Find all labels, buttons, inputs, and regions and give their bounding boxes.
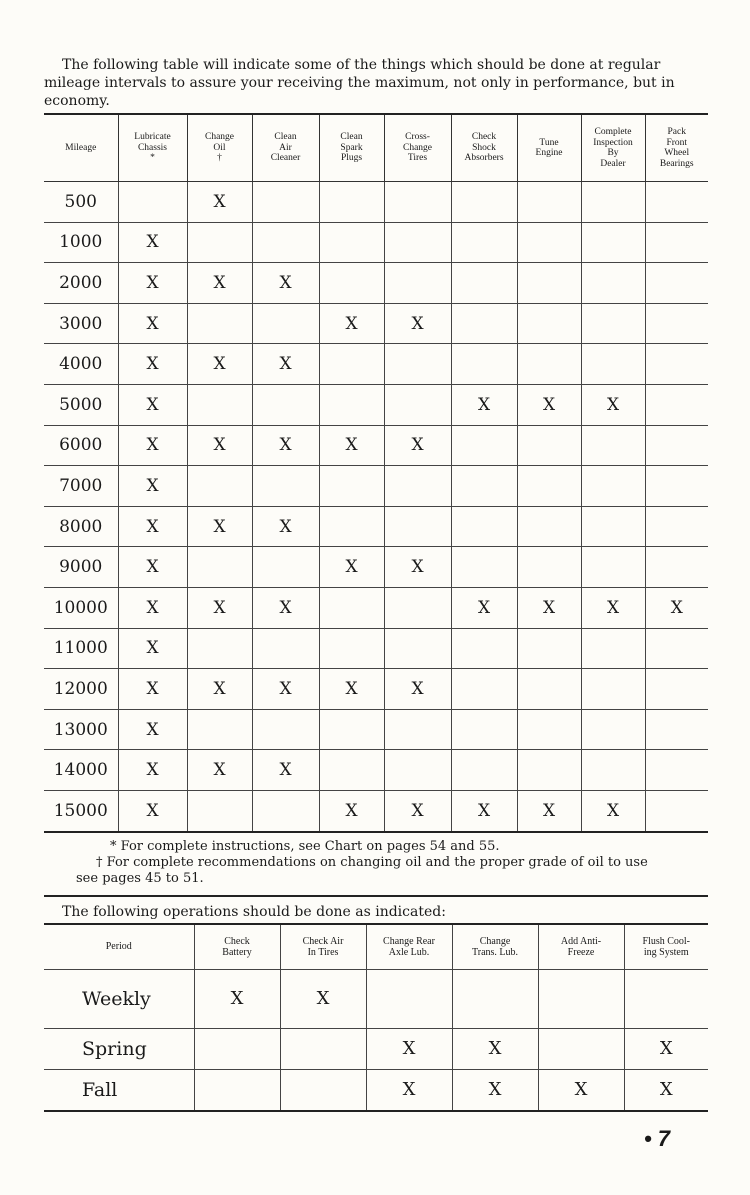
mileage-cell [252, 628, 319, 669]
mileage-cell [187, 547, 252, 588]
ops-row-label: Spring [44, 1028, 194, 1069]
mileage-row-label: 5000 [44, 384, 118, 425]
ops-header-line: Change [479, 935, 511, 947]
mileage-row-label: 10000 [44, 587, 118, 628]
mileage-row-label: 4000 [44, 344, 118, 385]
ops-cell [452, 969, 538, 1028]
ops-cell: X [366, 1069, 452, 1111]
mileage-cell [645, 263, 708, 304]
mileage-cell: X [118, 628, 187, 669]
mileage-header-line: Clean [274, 132, 297, 143]
mileage-header-line: Change [402, 142, 433, 153]
table-row [44, 709, 708, 750]
mileage-cell [319, 709, 384, 750]
mileage-cell [645, 303, 708, 344]
mileage-cell [451, 506, 517, 547]
mileage-cell: X [187, 750, 252, 791]
mileage-cell [517, 425, 581, 466]
ops-header-line: Add Anti- [560, 935, 602, 947]
mileage-cell [384, 344, 451, 385]
mileage-cell: X [118, 263, 187, 304]
table-row [44, 547, 708, 588]
mileage-cell [517, 466, 581, 507]
ops-header-4 [452, 924, 538, 970]
mileage-cell [187, 384, 252, 425]
intro-line-2: mileage intervals to assure your receiving the maximum, not only in performance, but in [44, 75, 675, 91]
mileage-cell [645, 344, 708, 385]
ops-cell [280, 1069, 366, 1111]
manual-page [44, 56, 708, 1112]
mileage-row-label: 500 [44, 182, 118, 223]
mileage-cell: X [252, 344, 319, 385]
mileage-cell: X [118, 506, 187, 547]
operations-title: The following operations should be done as indicated: [62, 903, 446, 920]
mileage-cell [517, 628, 581, 669]
mileage-cell [645, 709, 708, 750]
mileage-cell [451, 303, 517, 344]
footnotes [44, 839, 708, 887]
mileage-header-line: Cleaner [270, 153, 301, 164]
mileage-cell: X [517, 587, 581, 628]
mileage-cell [319, 182, 384, 223]
mileage-cell: X [319, 303, 384, 344]
ops-header-line: Axle Lub. [388, 946, 430, 958]
mileage-header-line: Lubricate [134, 132, 171, 143]
mileage-cell [252, 790, 319, 831]
mileage-cell [384, 384, 451, 425]
mileage-row-label: 3000 [44, 303, 118, 344]
mileage-cell: X [252, 425, 319, 466]
mileage-cell: X [118, 344, 187, 385]
ops-cell: X [452, 1069, 538, 1111]
mileage-cell [581, 628, 645, 669]
mileage-cell: X [118, 709, 187, 750]
table-row [44, 750, 708, 791]
mileage-header-line: Pack [667, 127, 686, 137]
mileage-cell [384, 182, 451, 223]
mileage-cell [451, 709, 517, 750]
mileage-cell [451, 425, 517, 466]
mileage-header-line: * [150, 153, 155, 164]
ops-cell: X [366, 1028, 452, 1069]
mileage-row-label: 7000 [44, 466, 118, 507]
mileage-cell [451, 669, 517, 710]
mileage-header-8 [581, 114, 645, 182]
mileage-row-label: 11000 [44, 628, 118, 669]
table-row [44, 628, 708, 669]
mileage-cell [319, 222, 384, 263]
table-row [44, 303, 708, 344]
mileage-header-line: Bearings [659, 158, 694, 169]
ops-header-line: Trans. Lub. [471, 946, 519, 958]
mileage-cell: X [384, 669, 451, 710]
mileage-cell: X [187, 425, 252, 466]
mileage-cell: X [187, 344, 252, 385]
ops-cell [538, 1028, 624, 1069]
mileage-cell: X [384, 303, 451, 344]
mileage-cell: X [384, 425, 451, 466]
mileage-cell [451, 182, 517, 223]
mileage-header-7 [517, 114, 581, 182]
mileage-cell: X [319, 547, 384, 588]
mileage-cell [252, 709, 319, 750]
ops-header-line: Battery [222, 946, 252, 958]
mileage-cell: X [118, 303, 187, 344]
ops-header-line: Check Air [302, 935, 344, 947]
mileage-cell [645, 384, 708, 425]
mileage-cell [187, 628, 252, 669]
ops-header-line: In Tires [307, 946, 339, 958]
ops-cell [194, 1069, 280, 1111]
mileage-cell [252, 547, 319, 588]
mileage-maintenance-table [44, 113, 708, 833]
table-row [44, 182, 708, 223]
mileage-header-line: By [607, 148, 619, 158]
mileage-cell [517, 303, 581, 344]
mileage-header-line: Change [204, 132, 235, 143]
mileage-cell [645, 222, 708, 263]
intro-line-3: economy. [44, 93, 110, 109]
mileage-cell [384, 628, 451, 669]
mileage-header-line: Complete [594, 127, 632, 137]
mileage-header-line: Shock [472, 142, 496, 153]
mileage-cell [645, 750, 708, 791]
ops-cell [538, 969, 624, 1028]
mileage-row-label: 12000 [44, 669, 118, 710]
mileage-cell [517, 344, 581, 385]
mileage-cell: X [384, 547, 451, 588]
mileage-header-line: Check [471, 132, 497, 143]
mileage-cell: X [118, 669, 187, 710]
mileage-cell: X [581, 587, 645, 628]
ops-header-2 [280, 924, 366, 970]
mileage-cell [581, 263, 645, 304]
mileage-row-label: 8000 [44, 506, 118, 547]
mileage-cell [517, 182, 581, 223]
mileage-cell [581, 750, 645, 791]
mileage-cell [319, 384, 384, 425]
mileage-header-line: Absorbers [464, 153, 504, 164]
mileage-cell [252, 222, 319, 263]
mileage-cell: X [252, 669, 319, 710]
table-row [44, 222, 708, 263]
mileage-cell: X [187, 506, 252, 547]
mileage-cell: X [187, 263, 252, 304]
mileage-cell: X [319, 425, 384, 466]
mileage-cell [319, 506, 384, 547]
mileage-cell [451, 547, 517, 588]
mileage-cell: X [118, 384, 187, 425]
table-row [44, 425, 708, 466]
mileage-cell: X [451, 384, 517, 425]
mileage-cell [581, 669, 645, 710]
mileage-header-line: Air [279, 142, 292, 153]
mileage-header-line: Cross- [405, 132, 430, 143]
mileage-row-label: 13000 [44, 709, 118, 750]
mileage-cell [384, 709, 451, 750]
mileage-header-line: Mileage [65, 142, 97, 153]
ops-cell [280, 1028, 366, 1069]
mileage-cell [581, 425, 645, 466]
ops-header-5 [538, 924, 624, 970]
mileage-row-label: 1000 [44, 222, 118, 263]
mileage-cell [581, 344, 645, 385]
mileage-cell [581, 506, 645, 547]
mileage-cell [319, 587, 384, 628]
mileage-cell [517, 263, 581, 304]
mileage-cell [451, 344, 517, 385]
mileage-cell [517, 506, 581, 547]
ops-cell: X [624, 1028, 708, 1069]
mileage-header-4 [319, 114, 384, 182]
mileage-header-2 [187, 114, 252, 182]
mileage-cell: X [319, 669, 384, 710]
mileage-cell: X [384, 790, 451, 831]
ops-cell: X [280, 969, 366, 1028]
mileage-row-label: 15000 [53, 800, 108, 821]
mileage-cell [645, 790, 708, 831]
mileage-cell [517, 709, 581, 750]
table-row [44, 263, 708, 304]
mileage-header-line: Oil [213, 142, 226, 153]
table-row [44, 506, 708, 547]
mileage-cell [384, 750, 451, 791]
ops-cell [366, 969, 452, 1028]
mileage-cell [517, 669, 581, 710]
mileage-cell: X [581, 384, 645, 425]
ops-header-line: Change Rear [383, 935, 435, 947]
mileage-cell [187, 303, 252, 344]
mileage-header-3 [252, 114, 319, 182]
mileage-cell: X [319, 790, 384, 831]
table-row [44, 969, 708, 1028]
ops-header-6 [624, 924, 708, 970]
mileage-cell [252, 182, 319, 223]
mileage-cell [581, 547, 645, 588]
mileage-row-label: 2000 [44, 263, 118, 304]
ops-header-line: ing System [643, 946, 689, 958]
mileage-header-line: Plugs [340, 153, 363, 164]
table-row [44, 384, 708, 425]
ops-cell: X [452, 1028, 538, 1069]
mileage-header-1 [118, 114, 187, 182]
mileage-cell [451, 628, 517, 669]
mileage-cell [581, 182, 645, 223]
mileage-cell [517, 222, 581, 263]
table-row [44, 790, 708, 831]
mileage-cell [252, 384, 319, 425]
mileage-cell: X [118, 547, 187, 588]
mileage-cell: X [118, 425, 187, 466]
mileage-header-line: Spark [340, 142, 363, 153]
mileage-header-line: Wheel [664, 148, 690, 158]
mileage-cell [645, 669, 708, 710]
ops-cell: X [194, 969, 280, 1028]
page-number: • 7 [643, 1126, 670, 1151]
footnote-oil: † For complete recommendations on changing oil and the proper grade of oil to use [96, 854, 648, 870]
mileage-cell: X [252, 587, 319, 628]
mileage-cell [319, 750, 384, 791]
mileage-cell [319, 344, 384, 385]
ops-row-label: Fall [82, 1078, 118, 1101]
intro-line-1: The following table will indicate some of the things which should be done at regular [62, 57, 661, 73]
mileage-cell: X [252, 506, 319, 547]
mileage-cell [252, 303, 319, 344]
footnote-oil-continued: see pages 45 to 51. [76, 870, 204, 886]
mileage-header-line: Front [666, 137, 688, 148]
ops-cell: X [538, 1069, 624, 1111]
mileage-header-line: Inspection [593, 137, 633, 148]
mileage-cell: X [118, 466, 187, 507]
mileage-cell [517, 547, 581, 588]
mileage-cell [384, 506, 451, 547]
mileage-cell [645, 506, 708, 547]
table-row [44, 466, 708, 507]
mileage-header-0 [44, 114, 118, 182]
ops-header-line: Freeze [567, 946, 595, 958]
mileage-cell [517, 750, 581, 791]
mileage-cell: X [118, 587, 187, 628]
mileage-cell: X [517, 790, 581, 831]
mileage-cell [384, 222, 451, 263]
table-row [44, 344, 708, 385]
ops-header-0 [44, 924, 194, 970]
mileage-cell: X [118, 222, 187, 263]
mileage-cell: X [118, 790, 187, 831]
ops-header-line: Flush Cool- [642, 935, 690, 947]
mileage-cell [384, 466, 451, 507]
mileage-cell: X [451, 587, 517, 628]
ops-cell: X [624, 1069, 708, 1111]
mileage-cell [451, 263, 517, 304]
mileage-cell [451, 466, 517, 507]
mileage-cell [319, 466, 384, 507]
ops-header-line: Period [105, 941, 132, 952]
mileage-cell [645, 547, 708, 588]
mileage-cell [581, 709, 645, 750]
mileage-cell: X [252, 263, 319, 304]
mileage-cell: X [252, 750, 319, 791]
mileage-cell: X [517, 384, 581, 425]
mileage-cell [645, 628, 708, 669]
ops-header-line: Check [224, 935, 250, 947]
mileage-row-label: 14000 [44, 750, 118, 791]
operations-table-header [44, 924, 708, 970]
mileage-cell: X [118, 750, 187, 791]
mileage-header-line: Engine [535, 148, 563, 158]
mileage-cell: X [187, 587, 252, 628]
footnote-lubrication: * For complete instructions, see Chart on pages 54 and 55. [110, 838, 500, 854]
mileage-cell [581, 466, 645, 507]
mileage-row-label: 6000 [44, 425, 118, 466]
mileage-header-5 [384, 114, 451, 182]
ops-cell [624, 969, 708, 1028]
mileage-header-line: † [217, 153, 222, 164]
mileage-cell [645, 466, 708, 507]
mileage-cell [384, 263, 451, 304]
table-row [44, 669, 708, 710]
mileage-cell: X [581, 790, 645, 831]
table-row [44, 587, 708, 628]
mileage-cell [187, 466, 252, 507]
mileage-header-6 [451, 114, 517, 182]
mileage-row-label: 9000 [44, 547, 118, 588]
mileage-cell [451, 750, 517, 791]
mileage-cell: X [187, 669, 252, 710]
ops-cell [194, 1028, 280, 1069]
mileage-cell: X [645, 587, 708, 628]
mileage-cell [319, 628, 384, 669]
mileage-cell [187, 709, 252, 750]
mileage-cell [645, 425, 708, 466]
ops-header-1 [194, 924, 280, 970]
mileage-header-line: Chassis [137, 142, 168, 153]
mileage-cell [252, 466, 319, 507]
mileage-cell [581, 303, 645, 344]
mileage-header-line: Dealer [600, 158, 626, 169]
mileage-cell [187, 222, 252, 263]
mileage-table-header [44, 114, 708, 182]
mileage-header-line: Clean [340, 132, 363, 143]
table-row [44, 1028, 708, 1069]
intro-paragraph [44, 56, 708, 110]
mileage-cell [118, 182, 187, 223]
ops-row-label: Weekly [44, 969, 194, 1028]
mileage-cell [581, 222, 645, 263]
mileage-cell [384, 587, 451, 628]
table-row [44, 1069, 708, 1111]
mileage-cell [451, 222, 517, 263]
mileage-header-line: Tires [407, 153, 428, 164]
mileage-header-line: Tune [539, 137, 559, 148]
mileage-cell [187, 790, 252, 831]
mileage-header-9 [645, 114, 708, 182]
mileage-cell: X [451, 790, 517, 831]
mileage-cell: X [187, 182, 252, 223]
ops-header-3 [366, 924, 452, 970]
mileage-cell [319, 263, 384, 304]
mileage-cell [645, 182, 708, 223]
periodic-operations-table [44, 923, 708, 1112]
